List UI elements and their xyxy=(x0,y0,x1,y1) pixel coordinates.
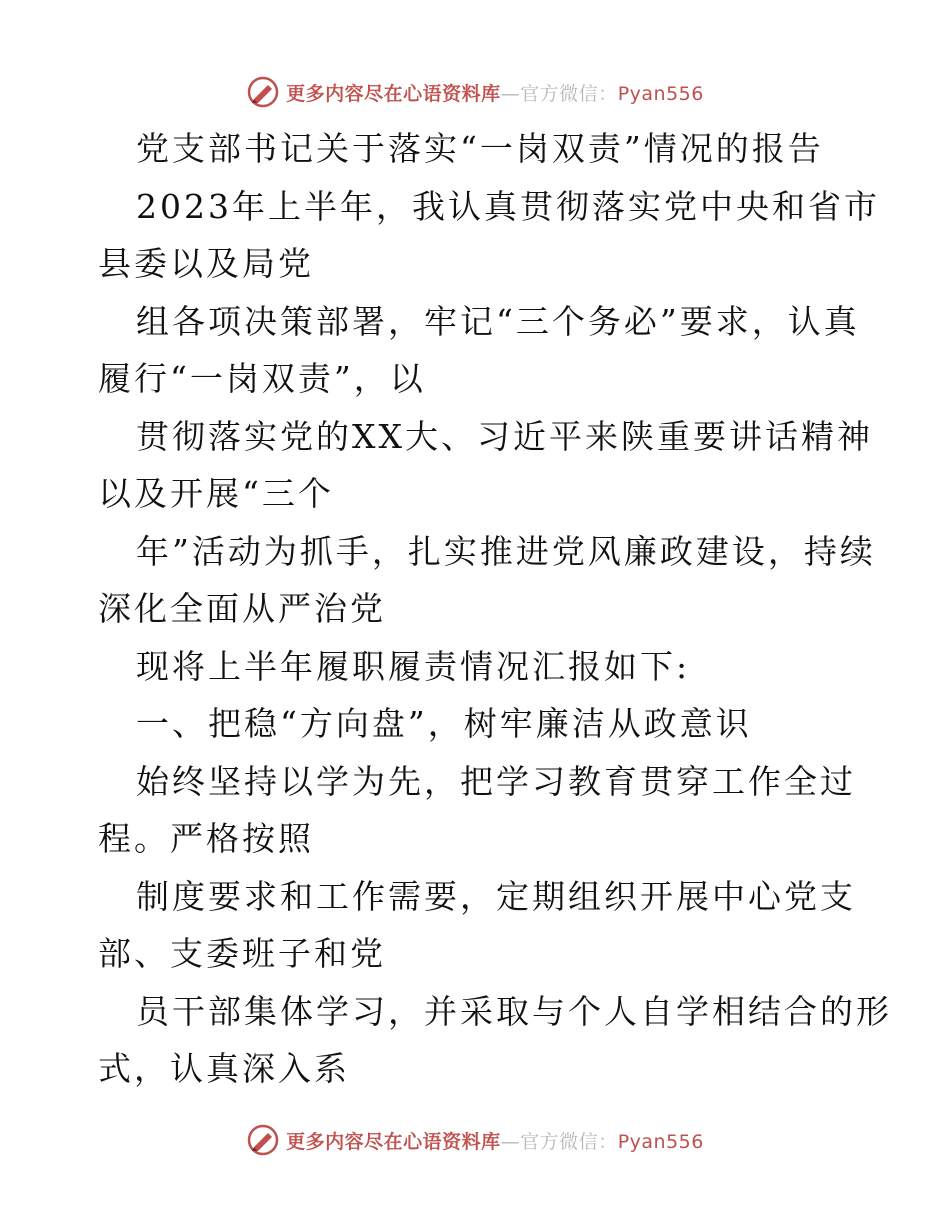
watermark-brand: 更多内容尽在心语资料库 xyxy=(286,1130,501,1153)
text-line: 2023年上半年，我认真贯彻落实党中央和省市 xyxy=(136,186,880,226)
watermark-header xyxy=(0,72,950,112)
document-body xyxy=(98,120,892,1098)
watermark-footer xyxy=(0,1120,950,1160)
watermark-dash: — xyxy=(500,82,521,105)
text-line: 县委以及局党 xyxy=(98,244,314,283)
text-line: 一、把稳“方向盘”，树牢廉洁从政意识 xyxy=(136,704,752,743)
watermark-label: 官方微信： xyxy=(520,1130,618,1153)
text-line: 部、支委班子和党 xyxy=(98,934,386,973)
text-line: 党支部书记关于落实“一岗双责”情况的报告 xyxy=(136,129,824,168)
watermark-label: 官方微信： xyxy=(520,82,618,105)
text-line: 员干部集体学习，并采取与个人自学相结合的形 xyxy=(136,991,892,1031)
text-line: 贯彻落实党的XX大、习近平来陕重要讲话精神 xyxy=(136,416,873,456)
text-line: 履行“一岗双责”，以 xyxy=(98,359,426,398)
watermark-dash: — xyxy=(500,1130,521,1153)
text-line: 以及开展“三个 xyxy=(98,474,334,513)
text-line: 制度要求和工作需要，定期组织开展中心党支 xyxy=(136,876,856,916)
pen-logo-icon xyxy=(246,1123,280,1157)
watermark-id: Pyan556 xyxy=(617,82,704,105)
text-line: 始终坚持以学为先，把学习教育贯穿工作全过 xyxy=(136,761,856,801)
text-line: 式，认真深入系 xyxy=(98,1049,350,1088)
text-line: 组各项决策部署，牢记“三个务必”要求，认真 xyxy=(136,301,860,341)
watermark-text xyxy=(286,1127,704,1154)
text-line: 现将上半年履职履责情况汇报如下: xyxy=(136,646,691,686)
pen-logo-icon xyxy=(246,75,280,109)
text-line: 深化全面从严治党 xyxy=(98,589,386,628)
text-line: 程。严格按照 xyxy=(98,819,314,858)
watermark-text xyxy=(286,79,704,106)
watermark-id: Pyan556 xyxy=(617,1130,704,1153)
watermark-brand: 更多内容尽在心语资料库 xyxy=(286,82,501,105)
text-line: 年”活动为抓手，扎实推进党风廉政建设，持续 xyxy=(136,531,876,571)
